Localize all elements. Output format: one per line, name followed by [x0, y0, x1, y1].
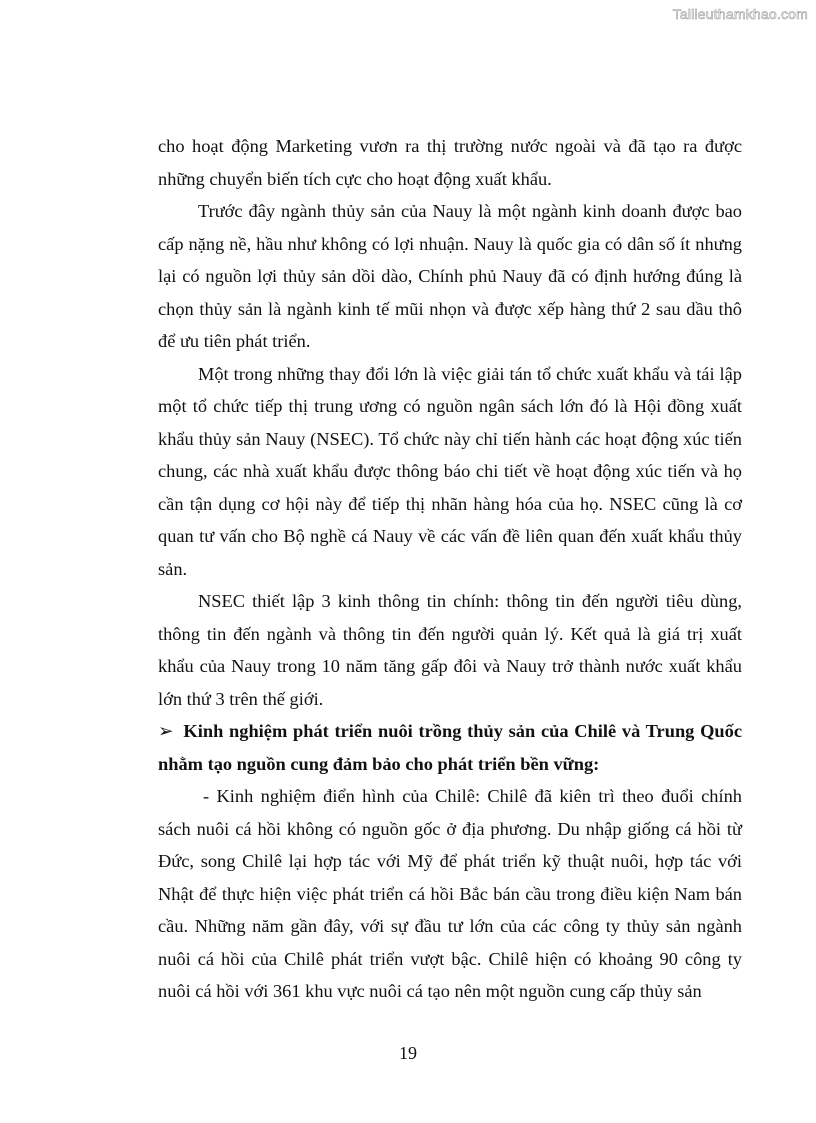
section-heading-text: Kinh nghiệm phát triển nuôi trồng thủy sản của Chilê và Trung Quốc nhằm tạo nguồn cung đảm bảo cho phát triển bền vững: [158, 721, 742, 774]
paragraph-nsec-founding: Một trong những thay đổi lớn là việc giải tán tổ chức xuất khẩu và tái lập một tổ chức tiếp thị trung ương có nguồn ngân sách lớn đó là Hội đồng xuất khẩu thủy sản Nauy (NSEC). Tổ chức này chỉ tiến hành các hoạt động xúc tiến chung, các nhà xuất khẩu được thông báo chi tiết về hoạt động xúc tiến và họ cần tận dụng cơ hội này để tiếp thị nhãn hàng hóa của họ. NSEC cũng là cơ quan tư vấn cho Bộ nghề cá Nauy về các vấn đề liên quan đến xuất khẩu thủy sản. [158, 363, 742, 579]
paragraph-nsec-channels: NSEC thiết lập 3 kinh thông tin chính: thông tin đến người tiêu dùng, thông tin đến ngành và thông tin đến người quản lý. Kết quả là giá trị xuất khẩu của Nauy trong 10 năm tăng gấp đôi và Nauy trở thành nước xuất khẩu lớn thứ 3 trên thế giới. [158, 591, 742, 709]
paragraph-nauy-history: Trước đây ngành thủy sản của Nauy là một ngành kinh doanh được bao cấp nặng nề, hầu như không có lợi nhuận. Nauy là quốc gia có dân số ít nhưng lại có nguồn lợi thủy sản dồi dào, Chính phủ Nauy đã có định hướng đúng là chọn thủy sản là ngành kinh tế mũi nhọn và được xếp hàng thứ 2 sau dầu thô để ưu tiên phát triển. [158, 201, 742, 351]
paragraph-marketing-continuation: cho hoạt động Marketing vươn ra thị trường nước ngoài và đã tạo ra được những chuyển biến tích cực cho hoạt động xuất khẩu. [158, 136, 742, 189]
document-body [158, 130, 742, 1008]
watermark: Tailieuthamkhao.com [672, 6, 808, 22]
section-heading [158, 715, 742, 780]
page-number: 19 [399, 1043, 417, 1063]
paragraph-chile-experience: - Kinh nghiệm điển hình của Chilê: Chilê đã kiên trì theo đuổi chính sách nuôi cá hồi không có nguồn gốc ở địa phương. Du nhập giống cá hồi từ Đức, song Chilê lại hợp tác với Mỹ để phát triển kỹ thuật nuôi, hợp tác với Nhật để thực hiện việc phát triển cá hồi Bắc bán cầu trong điều kiện Nam bán cầu. Những năm gần đây, với sự đầu tư lớn của các công ty thủy sản ngành nuôi cá hồi của Chilê phát triển vượt bậc. Chilê hiện có khoảng 90 công ty nuôi cá hồi với 361 khu vực nuôi cá tạo nên một nguồn cung cấp thủy sản [158, 786, 742, 1001]
arrow-bullet-icon: ➢ [158, 721, 174, 741]
